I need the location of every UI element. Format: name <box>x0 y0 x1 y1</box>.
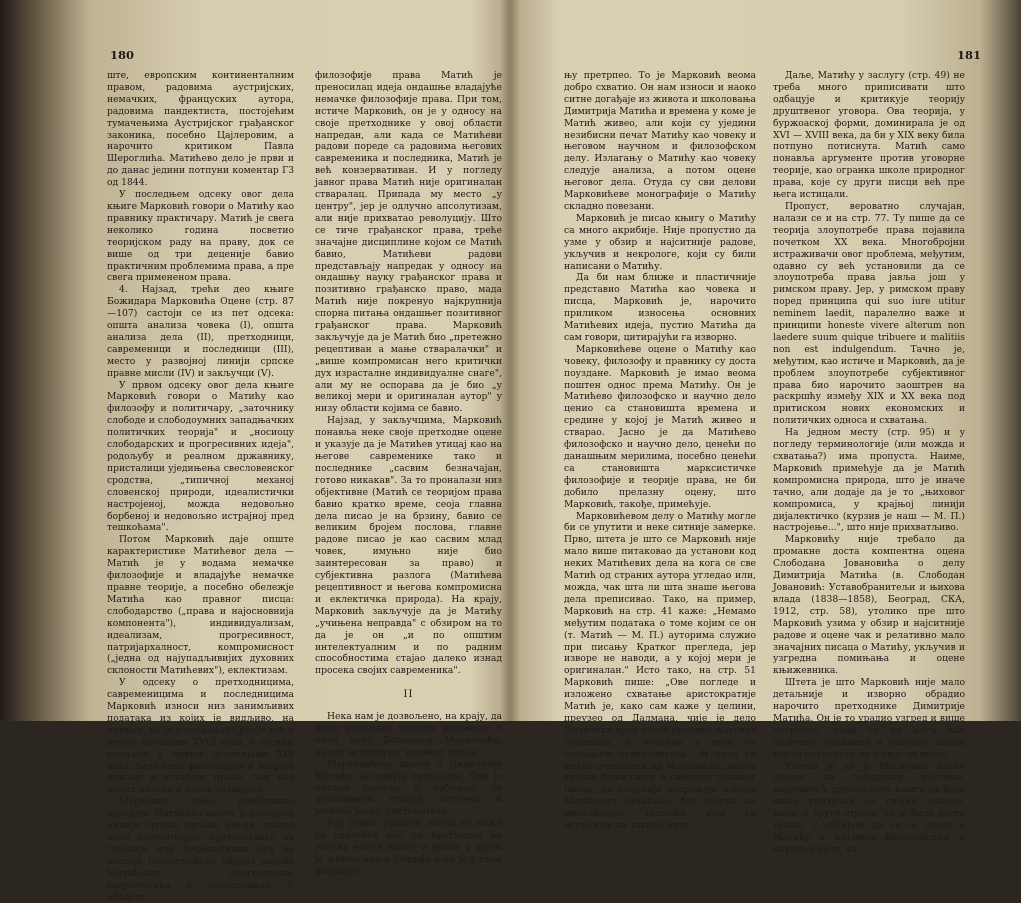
paragraph: Штета је што Марковић није мало детаљније и изворно обрадио нарочито претходнике Димитрије Матића. Он је то урадио узгред и више посредно, мада се од њега као одличног правника и савесног писца могло очекивати да и овде да више. <box>773 677 965 760</box>
paragraph: ште, европским континенталним правом, радовима аустријских, немачких, француских аутора, радовима пандектиста, постојећим тумачењима Аустријског грађанског законика, посебно Цајлеровим, а нарочито критиком Павла Шероглића. Матићево дело је први и до данас једини потпуни коментар ГЗ од 1844. <box>107 70 294 189</box>
paragraph: Утисак је да је Марковић могао делом, на појединим местима, нарочито у другом делу књиге да буде више критичан са својим ставом, мада, с друге стране, то је било доста тешко, с обзиром да су се оцене о Матићу и његовом филозофском и научном делу, ка- <box>773 760 965 855</box>
right-column-2 <box>773 70 965 855</box>
right-column-1 <box>564 70 756 832</box>
left-page <box>70 0 515 903</box>
paragraph: Најзад, у закључцима, Марковић понавља неке своје претходне оцене и указује да је Матићев утицај као на његове савременике тако и последнике „сасвим безначајан, готово никакав". За то проналази низ објективне (Матић се теоријом права бавио кратко време, сеоја главна дела писао је на брзину, бавио се великим бројем послова, главне радове писао је као сасвим млад човек, имуњно није био заинтересован за право) и субјективна разлога (Матићева рецептивност и његова компромисна и еклектичка природа). На крају, Марковић закључује да је Матићу „учињена неправда" с обзиром на то да је он „и по општим интелектуалним и по радним способностима стајао далеко изнад просека својих савременика". <box>315 415 502 677</box>
paragraph: Марковићева књига о Димитрију Матићу заслужује пришанне. Она је писана савесно и озбиљно, са познавањем ствари, логички и језички јасно, систематски. <box>315 758 502 818</box>
paragraph: У првом одсеку овог дела књиге Марковић говори о Матићу као филозофу и политичару, „заточнику слободе и слободоумних западњачких политичких теорија" и „носиоцу слободарских и прогресивних идеја", родољубу и реалном државнику, присталици уједињења свесловенског сродства, „типичној механој словенској природи, идеалистички настројеној, можда недовољно борбеној и недовољно истрајној пред тешкоћама". <box>107 379 294 534</box>
paragraph: Марковићеве оцене о Матићу као човеку, филозофу и правнику су доста поуздане. Марковић је имао веома поштен однос према Матићу. Он је Матићево филозофско и научно дело ценио са становишта времена и средине у којој је Матић живео и стварао. Јасно је да Матићево филозофско и научно дело, ценећи по данашњим мерилима, посебно ценећи са становишта марксистичке филозофије и теорије права, не би добило прелазну оцену, што Марковић, такође, примећује. <box>564 343 756 510</box>
paragraph: Да би нам ближе и пластичније представио Матића као човека и писца, Марковић је, нарочито приликом износења основних Матићевих идеја, пустио Матића да сам говори, цитирајући га изворно. <box>564 272 756 343</box>
page-number-right: 181 <box>957 48 982 62</box>
paragraph: Марковић само приближно одређује Матићево место у развојној линији српске правне мисли, пошто неке елементарне претпоставке за трајнији или дефинитивни суд не постоје (монографска обрада радова Матићевих претходника, савременика и последника). У области <box>107 796 294 903</box>
left-column-2 <box>315 70 502 877</box>
paragraph: У последњем одсеку овог дела књиге Марковић говори о Матићу као правнику практичару. Матић је свега неколико година посветио теоријском раду на праву, док се више од три деценије бавио практичним проблемима права, а пре свега примененом права. <box>107 189 294 284</box>
paragraph: Нека нам је дозвољено, на крају, да дамо неколико општих напомена о овом делу Божидара Марковића, нашег истакнутог правног писца. <box>315 711 502 758</box>
right-page <box>520 0 990 855</box>
paragraph: Марковићевом делу о Матићу могле би се упутити и неке ситније замерке. Прво, штета је што се Марковић није мало више питаковао да установи код неких Матићевих дела на кога се све Матић од страних аутора угледао или, можда, чак шта ли шта знаше његова дела преписивао. Тако, на пример, Марковић на стр. 41 каже: „Немамо међутим података о томе којим се он (т. Матић — М. П.) ауторима служио при писању Кратког прегледа, јер изворе не наводи, а у којој мери је оригиналан." Исто тако, на стр. 51 Марковић пише: „Ове погледе и изложено схватање аристократије Матић је, како сам каже у целини, преузео од Далмана, чије је дело Политика врло често предмет његових позивања, а посебно у вези са стицањем суверенитета." И овде се могло очекивати од Марковића, иначе крајње брижљивог и савесног правног писца, да упорније истражује изворе Матићевих схватања, без обзира на многобројне тешкоће које се испречују на таквом путу. <box>564 510 756 832</box>
paragraph: Потом Марковић даје опште карактеристике Матићевог дела — Матић је у водама немачке филозофије и владајуће немачке правне теорије, а посебно обележје Матића као правног писца: слободарство („права и најосновнија компонента"), индивидуализам, идеализам, прогресивност, патријархалност, компромисност („једна од најупадљивијих духовних склоности Матићевих"), еклектизам. <box>107 534 294 677</box>
paragraph: њу претрпео. То је Марковић веома добро схватио. Он нам износи и наоко ситне догађаје из живота и школовања Димитрија Матића и времена у коме је Матић живео, али који су уједини незибисни печат Матићу као човеку и његовом научном и филозофском делу. Излагању о Матићу као човеку следује анализа, а потом оцене његовог дела. Отуда су сви делови Марковићеве монографије о Матићу складно повезани. <box>564 70 756 212</box>
left-column-1 <box>107 70 294 903</box>
paragraph: У одсеку о претходницима, савременицима и последницима Марковић износи низ занимљивих података из којих је видљиво, на пример, да је у опадању) Србији већ у другој половини XVIII века, а сасвим уочљиво у првим деценијама XIX века, било неке филозофије и теорије државе и уставног права, чак код неких писаца и доста развијене. <box>107 677 294 796</box>
paragraph: 4. Најзад, трећи део књиге Божидара Марковића Оцене (стр. 87—107) састоји се из пет одсека: општа анализа човека (I), општа анализа дела (II), претходници, савременици и последници (III), место у развојној линији српске правне мисли (IV) и закључци (V). <box>107 284 294 379</box>
paragraph: Марковић је писао књигу о Матићу са много акрибије. Није пропустио да узме у обзир и најситније радове, укључив и некрологе, који су били написани о Матићу. <box>564 212 756 272</box>
paragraph: Пропуст, вероватно случајан, налази се и на стр. 77. Ту пише да се теорија злоупотребе права појавила почетком XX века. Многобројни истраживачи овог проблема, међутим, одавно су већ установили да се злоупотреба права јавља још у римском праву. Јер, у римском праву поред принципа qui suo iure utitur neminem laedit, паралелно важе и принципи honeste vivere alterum non laedere suum quique tribuere и malitiis non est indulgendum. Тачно је, међутим, као истиче и Марковић, да је проблем злоупотребе субјективног права био нарочито заоштрен на раскршћу између XIX и XX века под притиском нових економских и политичких односа и схватања. <box>773 200 965 427</box>
paragraph: Даље, Матићу у заслугу (стр. 49) не треба много приписивати што одбацује и критикује теорију друштвеног уговора. Ова теорија, у буржоаској форми, доминирала је од XVI — XVIII века, да би у XIX веку била потпуно потиснута. Матић само понавља аргументе против уговорне теорије, као огранка школе природног права, које су други писци већ пре њега истицали. <box>773 70 965 201</box>
paragraph: На једном месту (стр. 95) и у погледу терминологије (или можда и схватања?) има пропуста. Наиме, Марковић примећује да је Матић компромисна природа, што је иначе тачно, али додаје да је то „њиховог компромиса, у крајњој линији дијалектичко (курзив је наш — М. П.) настројење...", што није прихватљиво. <box>773 427 965 534</box>
paragraph: Марковићу није требало да промакне доста компентна оцена Слободана Јовановића о делу Димитрија Матића (в. Слободан Јовановић: Уставобранитељи и њихова влада (1838—1858), Београд, СКА, 1912, стр. 58), утолико пре што Марковић узима у обзир и најситније радове и оцене чак и релативно мало значајних писаца о Матићу, укључив и узгредна помињања и оцене књижевника. <box>773 534 965 677</box>
paragraph: Рад једног правног писца не може се схватити ако се претходно не упозна његов живот и време у којем је живео, као и утицаји који је у свом формира- <box>315 818 502 877</box>
section-heading: II <box>403 689 414 701</box>
paragraph: филозофије права Матић је преносилац идеја ондашње владајуће немачке филозофије права. При том, истиче Марковић, он је у односу на своје претходнике у овој области напредан, али када се Матићеви радови пореде са радовима његових савременика и последника, Матић је већ конзервативан. И у погледу јавног права Матић није оригиналан стваралац. Припада му место „у центру", јер је одлучно апсолутизам, али није прихватао револуцију. Што се тиче грађанског права, треће значајне дисциплине којом се Матић бавио, Матићеви радови представљају напредак у односу на ондашњу науку грађанског права и позитивно грађанско право, мада Матић није покренуо најкрупнија спорна питања ондашњег позитивног грађанског права. Марковић закључује да је Матић био „претежно рецептиван а мање стваралачки" и „више компромисан него критички дух израсталне индивидуалне снаге", али му не оспорава да је био „у великој мери и оригиналан аутор" у низу области којима се бавио. <box>315 70 502 415</box>
page-number-left: 180 <box>110 48 135 62</box>
